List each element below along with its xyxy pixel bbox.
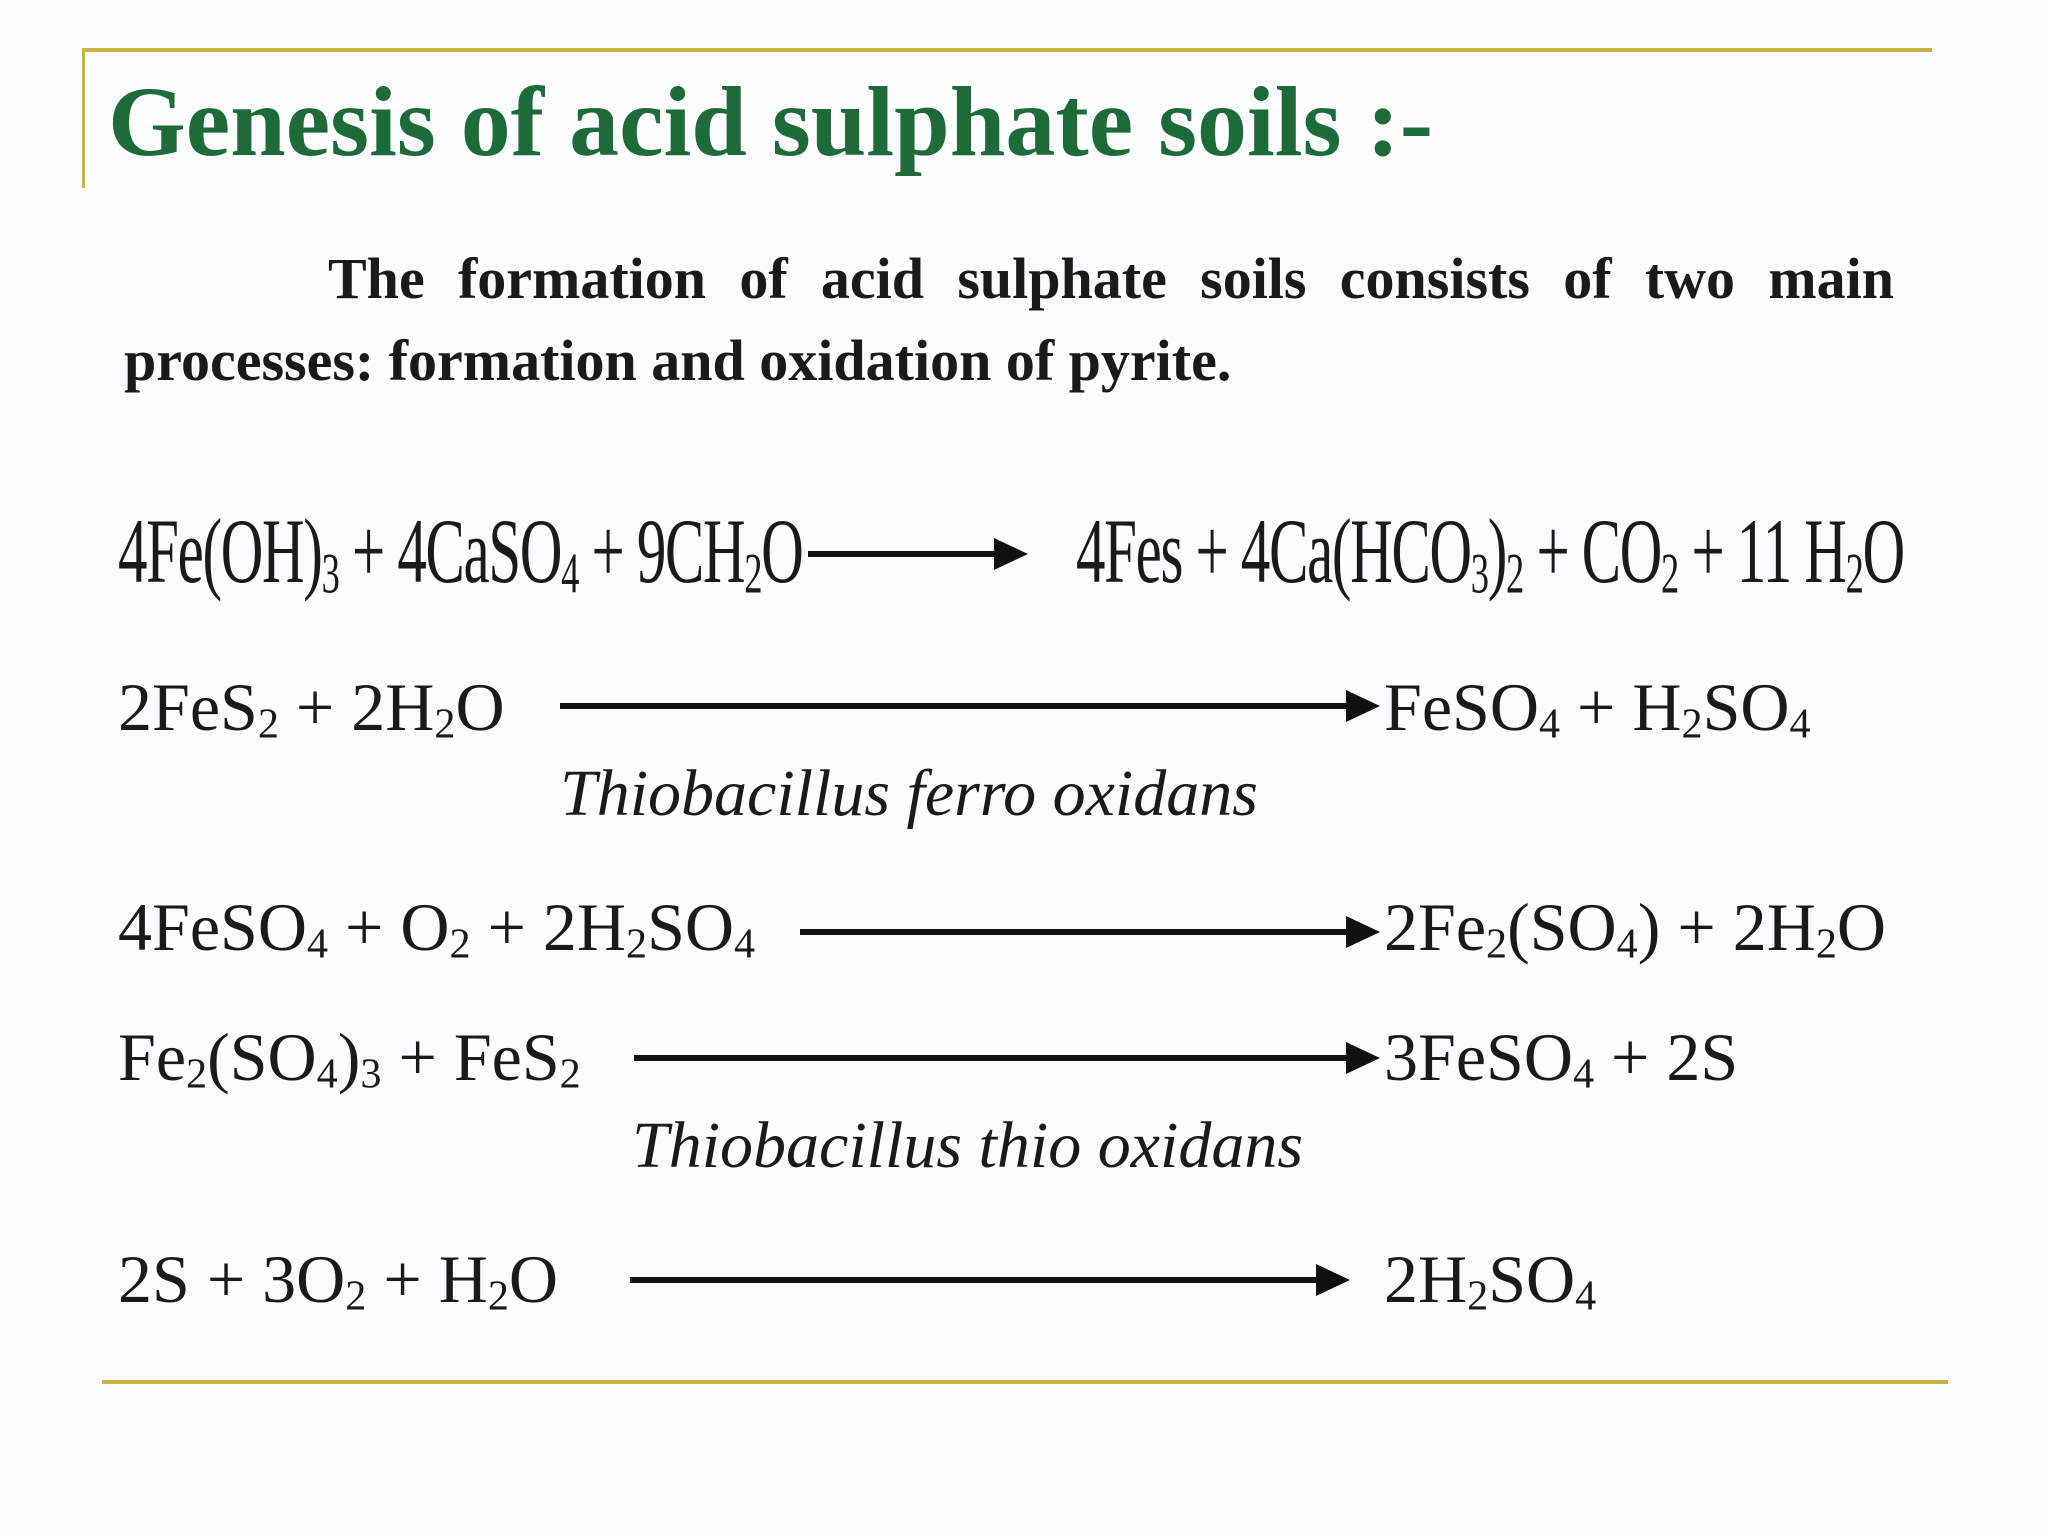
- top-divider: [84, 48, 1932, 52]
- reaction-3-reactants: 4FeSO$_4$ + $O_2 + 2H_2SO_4$: [118, 889, 756, 968]
- reaction-1-products: $4Fes + 4Ca(HCO_3)_2 + CO_2 + 11$ $H_2O$: [1076, 500, 1904, 606]
- reaction-4-reactants: $Fe_2(SO_4)_3 + FeS_2$: [118, 1019, 581, 1098]
- left-divider: [82, 48, 85, 188]
- reaction-2-products: FeSO$_4$ + $H_2SO_4$: [1384, 669, 1811, 748]
- reaction-2-organism: Thiobacillus ferro oxidans: [560, 757, 1258, 830]
- reaction-3-products: $2Fe_2(SO_4) + 2H_2O$: [1384, 889, 1887, 968]
- reaction-5-reactants: $2S + 3O_2 + H_2O$: [118, 1241, 559, 1320]
- slide-title: Genesis of acid sulphate soils :-: [108, 66, 1434, 177]
- bottom-divider: [102, 1380, 1948, 1384]
- reaction-4-products: 3FeSO$_4$ + 2S: [1384, 1019, 1739, 1098]
- reaction-2-reactants: $2FeS_2 + 2H_2O$: [118, 669, 505, 748]
- reaction-4-organism: Thiobacillus thio oxidans: [632, 1109, 1304, 1182]
- reaction-1-reactants: $4Fe(OH)_3$ + 4CaSO$_4$ + $9CH_2O$: [118, 500, 803, 606]
- intro-paragraph: The formation of acid sulphate soils consists of two main processes: formation and oxidation of pyrite.: [124, 246, 1894, 393]
- reaction-5-products: $2H_2SO_4$: [1384, 1241, 1597, 1320]
